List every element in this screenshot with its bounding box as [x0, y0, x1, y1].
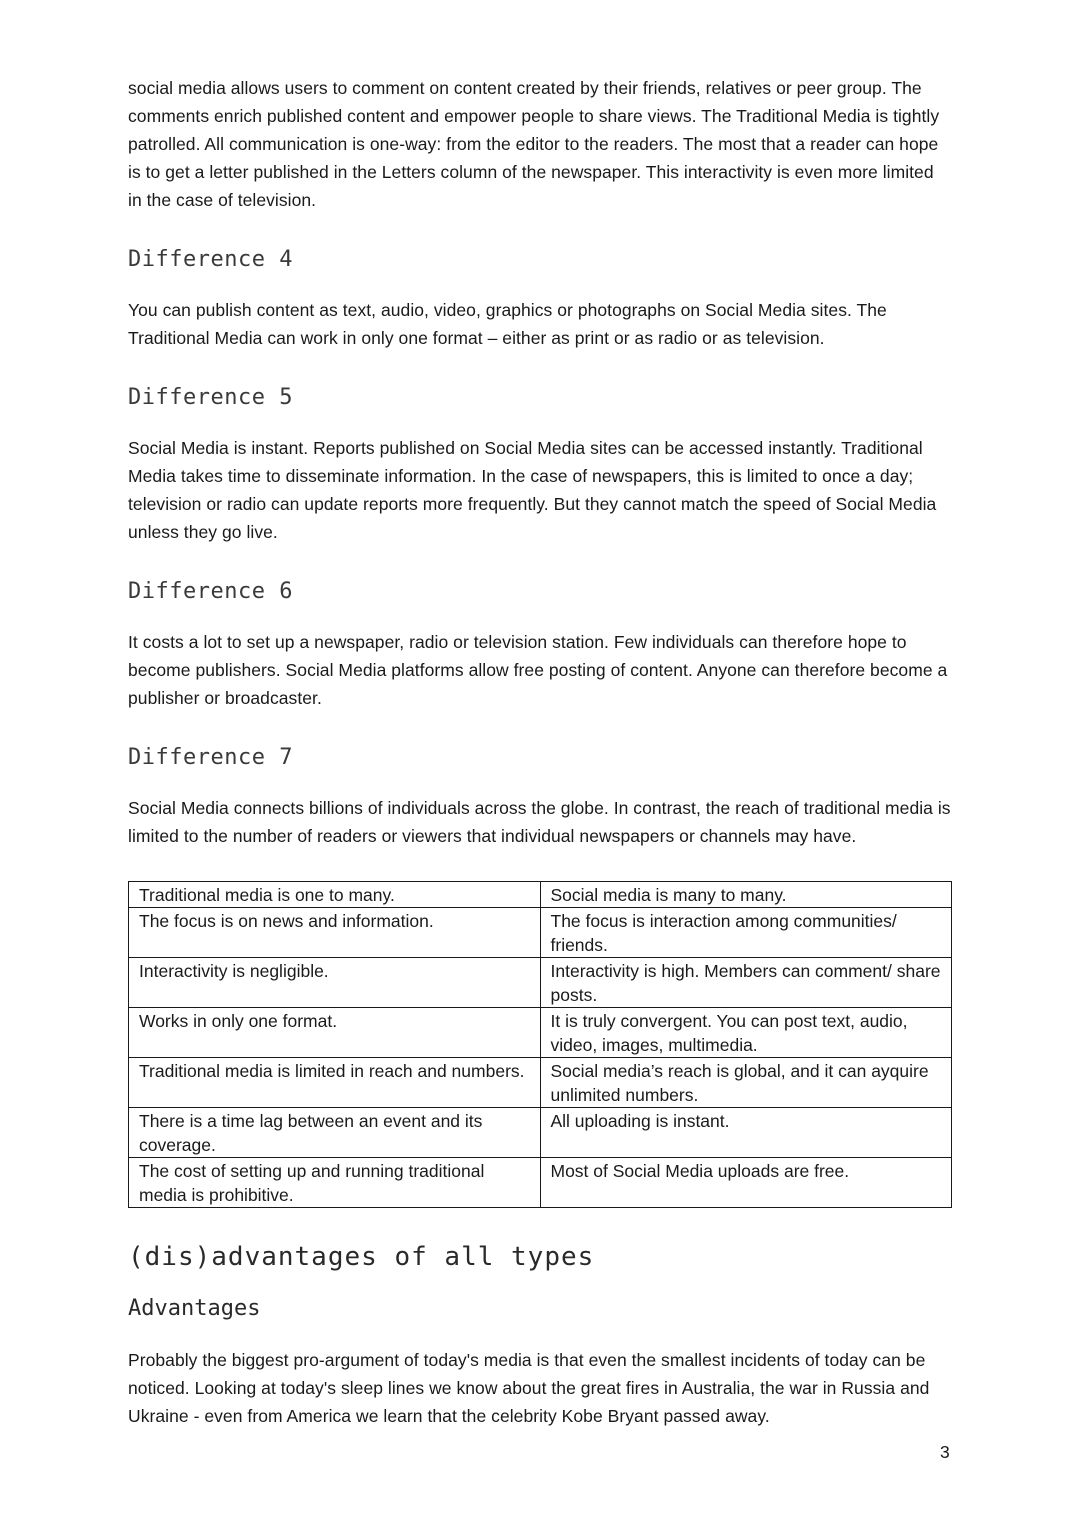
table-row	[129, 1108, 952, 1158]
social-cell: The focus is interaction among communities/ friends.	[540, 908, 952, 958]
difference-5-heading: Difference 5	[128, 385, 293, 410]
advantages-heading: Advantages	[128, 1296, 261, 1321]
difference-7-text: Social Media connects billions of individuals across the globe. In contrast, the reach of traditional media is limited to the number of readers or viewers that individual newspapers or channels may have.	[128, 798, 951, 846]
intro-paragraph: social media allows users to comment on content created by their friends, relatives or peer group. The comments enrich published content and empower people to share views. The Traditional Media is tightly patrolled. All communication is one-way: from the editor to the readers. The most that a reader can hope is to get a letter published in the Letters column of the newspaper. This interactivity is even more limited in the case of television.	[128, 78, 940, 210]
advantages-text: Probably the biggest pro-argument of today's media is that even the smallest incidents of today can be noticed. Looking at today's sleep lines we know about the great fires in Australia, the war in Russia and Ukraine - even from America we learn that the celebrity Kobe Bryant passed away.	[128, 1350, 930, 1426]
difference-6-heading: Difference 6	[128, 579, 293, 604]
page-content	[128, 74, 952, 1430]
traditional-cell: Works in only one format.	[129, 1008, 541, 1058]
traditional-cell: Interactivity is negligible.	[129, 958, 541, 1008]
table-row	[129, 1058, 952, 1108]
traditional-cell: Traditional media is limited in reach and numbers.	[129, 1058, 541, 1108]
social-cell: It is truly convergent. You can post text, audio, video, images, multimedia.	[540, 1008, 952, 1058]
table-row	[129, 958, 952, 1008]
traditional-cell: The cost of setting up and running traditional media is prohibitive.	[129, 1158, 541, 1208]
table-row	[129, 1158, 952, 1208]
difference-6-text: It costs a lot to set up a newspaper, radio or television station. Few individuals can therefore hope to become publishers. Social Media platforms allow free posting of content. Anyone can therefore become a publisher or broadcaster.	[128, 632, 948, 708]
traditional-cell: There is a time lag between an event and its coverage.	[129, 1108, 541, 1158]
difference-7-heading: Difference 7	[128, 745, 293, 770]
comparison-table	[128, 881, 952, 1208]
table-row	[129, 882, 952, 908]
social-cell: Most of Social Media uploads are free.	[540, 1158, 952, 1208]
traditional-cell: The focus is on news and information.	[129, 908, 541, 958]
social-cell: Social media is many to many.	[540, 882, 952, 908]
traditional-cell: Traditional media is one to many.	[129, 882, 541, 908]
table-row	[129, 908, 952, 958]
social-cell: Interactivity is high. Members can comment/ share posts.	[540, 958, 952, 1008]
section-heading: (dis)advantages of all types	[128, 1242, 595, 1272]
difference-4-heading: Difference 4	[128, 247, 293, 272]
difference-5-text: Social Media is instant. Reports published on Social Media sites can be accessed instantly. Traditional Media takes time to disseminate information. In the case of newspapers, this is limited to once a day; television or radio can update reports more frequently. But they cannot match the speed of Social Media unless they go live.	[128, 438, 937, 542]
page-number: 3	[940, 1442, 950, 1462]
social-cell: Social media’s reach is global, and it can ayquire unlimited numbers.	[540, 1058, 952, 1108]
difference-4-text: You can publish content as text, audio, video, graphics or photographs on Social Media sites. The Traditional Media can work in only one format – either as print or as radio or as television.	[128, 300, 887, 348]
table-row	[129, 1008, 952, 1058]
social-cell: All uploading is instant.	[540, 1108, 952, 1158]
